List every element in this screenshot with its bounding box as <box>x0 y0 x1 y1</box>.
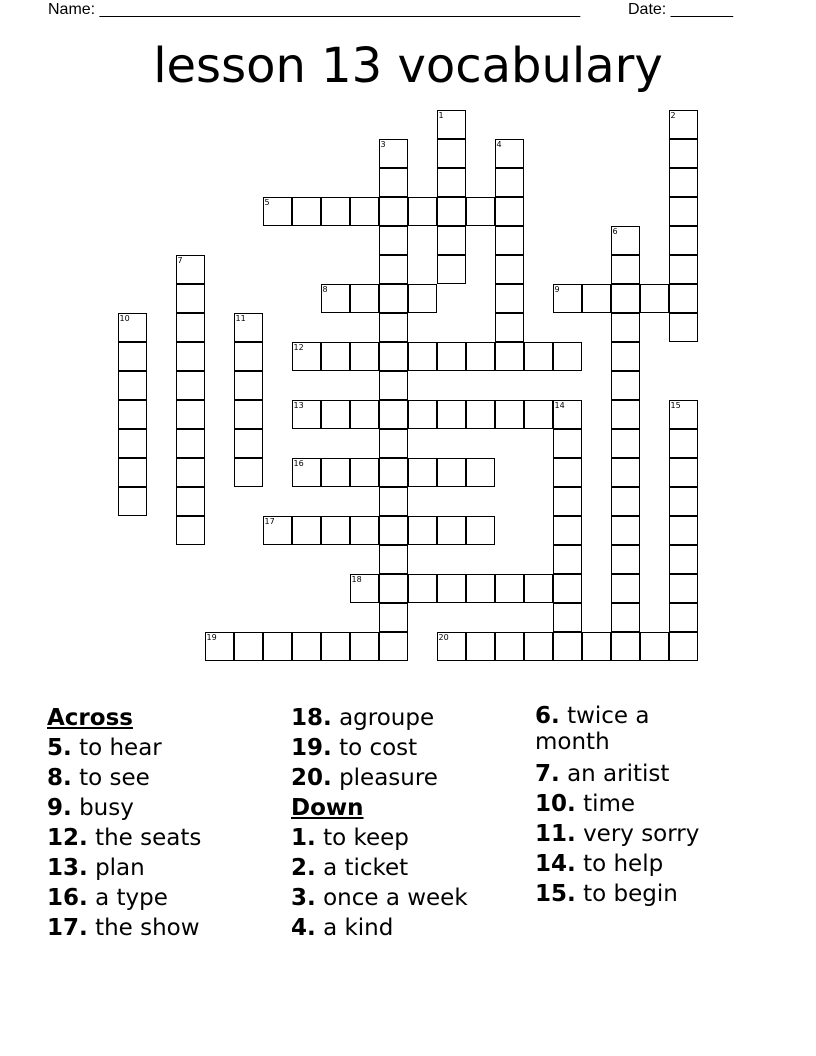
grid-cell[interactable] <box>118 487 147 516</box>
clue-number: 16 <box>293 458 304 468</box>
clue-number: 3 <box>380 139 386 149</box>
clue-number: 8 <box>322 284 328 294</box>
grid-cell[interactable] <box>437 516 466 545</box>
grid-cell[interactable] <box>350 342 379 371</box>
clue-number: 11 <box>235 313 246 323</box>
grid-cell[interactable] <box>118 458 147 487</box>
clues-column-2 <box>291 703 468 943</box>
grid-cell[interactable] <box>669 545 698 574</box>
clue-across: 8. to see <box>47 765 150 791</box>
grid-cell[interactable] <box>524 574 553 603</box>
grid-cell[interactable] <box>234 342 263 371</box>
grid-cell[interactable] <box>408 284 437 313</box>
grid-cell[interactable] <box>611 516 640 545</box>
date-field[interactable]: Date: _______ <box>628 1 733 18</box>
grid-cell[interactable] <box>176 516 205 545</box>
grid-cell[interactable] <box>611 226 640 255</box>
grid-cell[interactable] <box>408 458 437 487</box>
clue-across: 5. to hear <box>47 735 162 761</box>
grid-cell[interactable] <box>495 632 524 661</box>
clue-down: 7. an aritist <box>535 761 670 787</box>
grid-cell[interactable] <box>263 197 292 226</box>
clue-across: 19. to cost <box>291 735 418 761</box>
grid-cell[interactable] <box>437 255 466 284</box>
grid-cell[interactable] <box>350 400 379 429</box>
grid-cell[interactable] <box>292 197 321 226</box>
grid-cell[interactable] <box>234 400 263 429</box>
grid-cell[interactable] <box>321 632 350 661</box>
grid-cell[interactable] <box>611 458 640 487</box>
grid-cell[interactable] <box>379 429 408 458</box>
grid-cell[interactable] <box>553 458 582 487</box>
clue-number: 19 <box>206 632 217 642</box>
grid-cell[interactable] <box>379 226 408 255</box>
clue-down: 14. to help <box>535 851 664 877</box>
grid-cell[interactable] <box>379 545 408 574</box>
grid-cell[interactable] <box>669 226 698 255</box>
page-title: lesson 13 vocabulary <box>153 38 663 94</box>
grid-cell[interactable] <box>495 313 524 342</box>
clue-number: 20 <box>438 632 449 642</box>
grid-cell[interactable] <box>408 400 437 429</box>
grid-cell[interactable] <box>437 110 466 139</box>
grid-cell[interactable] <box>176 458 205 487</box>
grid-cell[interactable] <box>495 139 524 168</box>
grid-cell[interactable] <box>379 197 408 226</box>
grid-cell[interactable] <box>669 487 698 516</box>
grid-cell[interactable] <box>524 342 553 371</box>
grid-cell[interactable] <box>669 110 698 139</box>
grid-cell[interactable] <box>234 371 263 400</box>
grid-cell[interactable] <box>379 516 408 545</box>
grid-cell[interactable] <box>437 226 466 255</box>
grid-cell[interactable] <box>669 632 698 661</box>
grid-cell[interactable] <box>234 632 263 661</box>
grid-cell[interactable] <box>408 342 437 371</box>
grid-cell[interactable] <box>437 632 466 661</box>
grid-cell[interactable] <box>234 458 263 487</box>
grid-cell[interactable] <box>176 429 205 458</box>
grid-cell[interactable] <box>495 226 524 255</box>
grid-cell[interactable] <box>321 458 350 487</box>
grid-cell[interactable] <box>350 284 379 313</box>
grid-cell[interactable] <box>437 139 466 168</box>
grid-cell[interactable] <box>669 400 698 429</box>
grid-cell[interactable] <box>176 342 205 371</box>
grid-cell[interactable] <box>408 516 437 545</box>
grid-cell[interactable] <box>321 516 350 545</box>
clue-number: 1 <box>438 110 444 120</box>
grid-cell[interactable] <box>437 400 466 429</box>
grid-cell[interactable] <box>379 139 408 168</box>
grid-cell[interactable] <box>611 603 640 632</box>
clue-down: 1. to keep <box>291 825 409 851</box>
grid-cell[interactable] <box>669 284 698 313</box>
grid-cell[interactable] <box>350 458 379 487</box>
grid-cell[interactable] <box>611 284 640 313</box>
grid-cell[interactable] <box>495 284 524 313</box>
grid-cell[interactable] <box>263 632 292 661</box>
grid-cell[interactable] <box>553 632 582 661</box>
grid-cell[interactable] <box>669 139 698 168</box>
grid-cell[interactable] <box>495 574 524 603</box>
clue-number: 2 <box>670 110 676 120</box>
grid-cell[interactable] <box>292 400 321 429</box>
grid-cell[interactable] <box>379 458 408 487</box>
grid-cell[interactable] <box>553 284 582 313</box>
grid-cell[interactable] <box>611 313 640 342</box>
grid-cell[interactable] <box>292 342 321 371</box>
grid-cell[interactable] <box>466 574 495 603</box>
clue-down: 2. a ticket <box>291 855 409 881</box>
clue-number: 6 <box>612 226 618 236</box>
clue-number: 17 <box>264 516 275 526</box>
clue-number: 18 <box>351 574 362 584</box>
clue-number: 7 <box>177 255 183 265</box>
grid-cell[interactable] <box>553 603 582 632</box>
grid-cell[interactable] <box>611 632 640 661</box>
grid-cell[interactable] <box>466 516 495 545</box>
grid-cell[interactable] <box>176 255 205 284</box>
grid-cell[interactable] <box>118 313 147 342</box>
clue-across: 20. pleasure <box>291 765 438 791</box>
grid-cell[interactable] <box>321 400 350 429</box>
grid-cell[interactable] <box>466 458 495 487</box>
clue-down: 15. to begin <box>535 881 678 907</box>
grid-cell[interactable] <box>669 197 698 226</box>
grid-cell[interactable] <box>495 400 524 429</box>
grid-cell[interactable] <box>582 632 611 661</box>
grid-cell[interactable] <box>118 342 147 371</box>
grid-cell[interactable] <box>176 284 205 313</box>
grid-cell[interactable] <box>437 197 466 226</box>
grid-cell[interactable] <box>176 487 205 516</box>
grid-cell[interactable] <box>553 342 582 371</box>
clue-across: 12. the seats <box>47 825 202 851</box>
grid-cell[interactable] <box>379 574 408 603</box>
grid-cell[interactable] <box>611 574 640 603</box>
grid-cell[interactable] <box>321 197 350 226</box>
name-field[interactable]: Name: ______________________________________________________ <box>48 1 581 18</box>
grid-cell[interactable] <box>379 342 408 371</box>
grid-cell[interactable] <box>350 197 379 226</box>
grid-cell[interactable] <box>640 632 669 661</box>
grid-cell[interactable] <box>234 313 263 342</box>
grid-cell[interactable] <box>321 284 350 313</box>
grid-cell[interactable] <box>408 574 437 603</box>
grid-cell[interactable] <box>495 342 524 371</box>
grid-cell[interactable] <box>495 168 524 197</box>
grid-cell[interactable] <box>350 516 379 545</box>
grid-cell[interactable] <box>640 284 669 313</box>
grid-cell[interactable] <box>669 168 698 197</box>
down-heading: Down <box>291 795 364 821</box>
grid-cell[interactable] <box>611 371 640 400</box>
grid-cell[interactable] <box>379 168 408 197</box>
clue-across: 18. agroupe <box>291 705 435 731</box>
grid-cell[interactable] <box>611 545 640 574</box>
grid-cell[interactable] <box>437 342 466 371</box>
clue-across: 17. the show <box>47 915 200 941</box>
clue-number: 9 <box>554 284 560 294</box>
grid-cell[interactable] <box>466 197 495 226</box>
grid-cell[interactable] <box>553 429 582 458</box>
clue-number: 13 <box>293 400 304 410</box>
grid-cell[interactable] <box>176 371 205 400</box>
clue-across: 13. plan <box>47 855 145 881</box>
grid-cell[interactable] <box>408 197 437 226</box>
grid-cell[interactable] <box>553 574 582 603</box>
grid-cell[interactable] <box>292 516 321 545</box>
grid-cell[interactable] <box>611 429 640 458</box>
grid-cell[interactable] <box>553 516 582 545</box>
grid-cell[interactable] <box>669 313 698 342</box>
grid-cell[interactable] <box>292 632 321 661</box>
clue-number: 5 <box>264 197 270 207</box>
clue-across: 9. busy <box>47 795 134 821</box>
grid-cell[interactable] <box>669 429 698 458</box>
grid-cell[interactable] <box>437 168 466 197</box>
grid-cell[interactable] <box>379 313 408 342</box>
grid-cell[interactable] <box>205 632 234 661</box>
grid-cell[interactable] <box>379 255 408 284</box>
grid-cell[interactable] <box>669 255 698 284</box>
clue-number: 10 <box>119 313 130 323</box>
grid-cell[interactable] <box>118 429 147 458</box>
grid-cell[interactable] <box>669 458 698 487</box>
grid-cell[interactable] <box>611 255 640 284</box>
grid-cell[interactable] <box>466 342 495 371</box>
grid-cell[interactable] <box>582 284 611 313</box>
clue-number: 14 <box>554 400 565 410</box>
grid-cell[interactable] <box>466 400 495 429</box>
grid-cell[interactable] <box>553 487 582 516</box>
clue-down: 11. very sorry <box>535 821 700 847</box>
grid-cell[interactable] <box>669 516 698 545</box>
grid-cell[interactable] <box>669 574 698 603</box>
grid-cell[interactable] <box>350 632 379 661</box>
grid-cell[interactable] <box>466 632 495 661</box>
grid-cell[interactable] <box>524 632 553 661</box>
clue-down: 4. a kind <box>291 915 394 941</box>
grid-cell[interactable] <box>379 400 408 429</box>
clues-column-1 <box>47 703 201 943</box>
grid-cell[interactable] <box>379 603 408 632</box>
grid-cell[interactable] <box>118 400 147 429</box>
grid-cell[interactable] <box>553 545 582 574</box>
grid-cell[interactable] <box>350 574 379 603</box>
grid-cell[interactable] <box>669 603 698 632</box>
grid-cell[interactable] <box>263 516 292 545</box>
clue-down: 6. twice a month <box>535 703 650 755</box>
grid-cell[interactable] <box>495 197 524 226</box>
grid-cell[interactable] <box>176 313 205 342</box>
grid-cell[interactable] <box>379 371 408 400</box>
grid-cell[interactable] <box>611 487 640 516</box>
grid-cell[interactable] <box>379 487 408 516</box>
grid-cell[interactable] <box>234 429 263 458</box>
grid-cell[interactable] <box>437 458 466 487</box>
grid-cell[interactable] <box>611 342 640 371</box>
grid-cell[interactable] <box>553 400 582 429</box>
grid-cell[interactable] <box>379 632 408 661</box>
grid-cell[interactable] <box>524 400 553 429</box>
grid-cell[interactable] <box>176 400 205 429</box>
grid-cell[interactable] <box>437 574 466 603</box>
grid-cell[interactable] <box>292 458 321 487</box>
grid-cell[interactable] <box>321 342 350 371</box>
clue-number: 12 <box>293 342 304 352</box>
clue-across: 16. a type <box>47 885 168 911</box>
clue-number: 15 <box>670 400 681 410</box>
clues-column-3 <box>535 703 699 909</box>
grid-cell[interactable] <box>611 400 640 429</box>
clue-down: 10. time <box>535 791 636 817</box>
across-heading: Across <box>47 705 133 731</box>
clue-down: 3. once a week <box>291 885 468 911</box>
clue-number: 4 <box>496 139 502 149</box>
grid-cell[interactable] <box>118 371 147 400</box>
grid-cell[interactable] <box>379 284 408 313</box>
grid-cell[interactable] <box>495 255 524 284</box>
